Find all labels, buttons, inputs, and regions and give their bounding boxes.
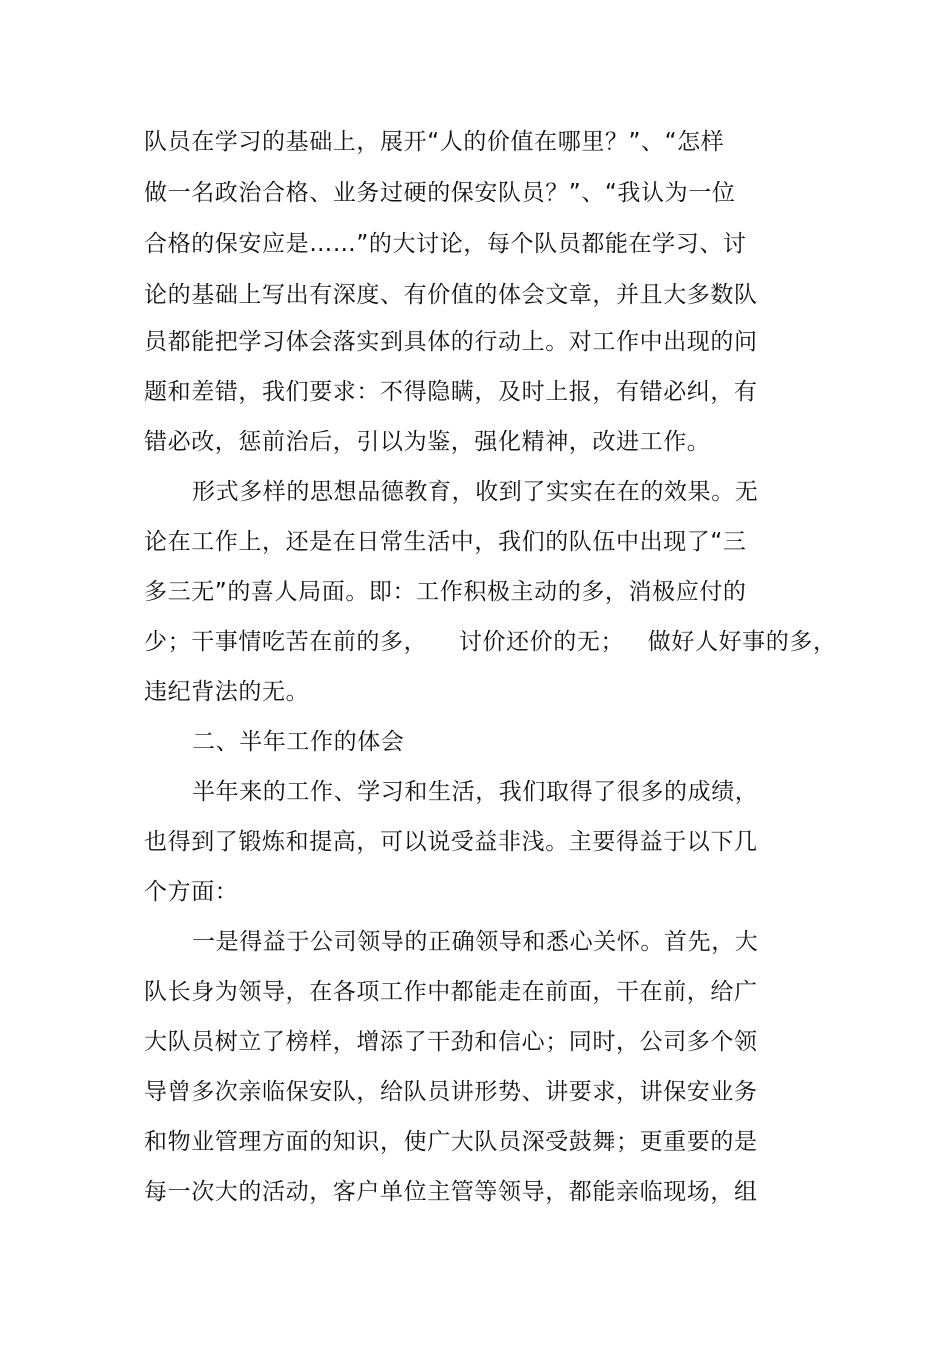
text-line: 合格的保安应是……”的大讨论，每个队员都能在学习、讨 xyxy=(144,231,747,257)
text-line: 队长身为领导，在各项工作中都能走在前面，干在前，给广 xyxy=(144,979,758,1005)
text-line: 做一名政治合格、业务过硬的保安队员？”、“我认为一位 xyxy=(144,180,736,206)
text-line: 论在工作上，还是在日常生活中，我们的队伍中出现了“三 xyxy=(144,529,747,555)
text-line: 错必改，惩前治后，引以为鉴，强化精神，改进工作。 xyxy=(144,429,711,455)
paragraph-start-line: 一是得益于公司领导的正确领导和悉心关怀。首先，大 xyxy=(192,929,759,955)
text-line: 员都能把学习体会落实到具体的行动上。对工作中出现的问 xyxy=(144,329,758,355)
paragraph-start-line: 形式多样的思想品德教育，收到了实实在在的效果。无 xyxy=(192,479,759,505)
text-line: 少；干事情吃苦在前的多， 讨价还价的无； 做好人好事的多， xyxy=(144,629,837,655)
text-line: 违纪背法的无。 xyxy=(144,679,310,705)
text-line: 多三无”的喜人局面。即：工作积极主动的多，消极应付的 xyxy=(144,579,747,605)
paragraph-start-line: 半年来的工作、学习和生活，我们取得了很多的成绩， xyxy=(192,779,759,805)
text-line: 论的基础上写出有深度、有价值的体会文章，并且大多数队 xyxy=(144,282,758,308)
section-heading: 二、半年工作的体会 xyxy=(192,729,405,755)
text-line: 导曾多次亲临保安队，给队员讲形势、讲要求，讲保安业务 xyxy=(144,1079,758,1105)
text-line: 也得到了锻炼和提高，可以说受益非浅。主要得益于以下几 xyxy=(144,829,758,855)
text-line: 和物业管理方面的知识，使广大队员深受鼓舞；更重要的是 xyxy=(144,1129,758,1155)
text-line: 队员在学习的基础上，展开“人的价值在哪里？”、“怎样 xyxy=(144,129,725,155)
text-line: 题和差错，我们要求：不得隐瞒，及时上报，有错必纠，有 xyxy=(144,379,758,405)
text-line: 大队员树立了榜样，增添了干劲和信心；同时，公司多个领 xyxy=(144,1029,758,1055)
text-line: 个方面： xyxy=(144,879,239,905)
text-line: 每一次大的活动，客户单位主管等领导，都能亲临现场，组 xyxy=(144,1179,758,1205)
